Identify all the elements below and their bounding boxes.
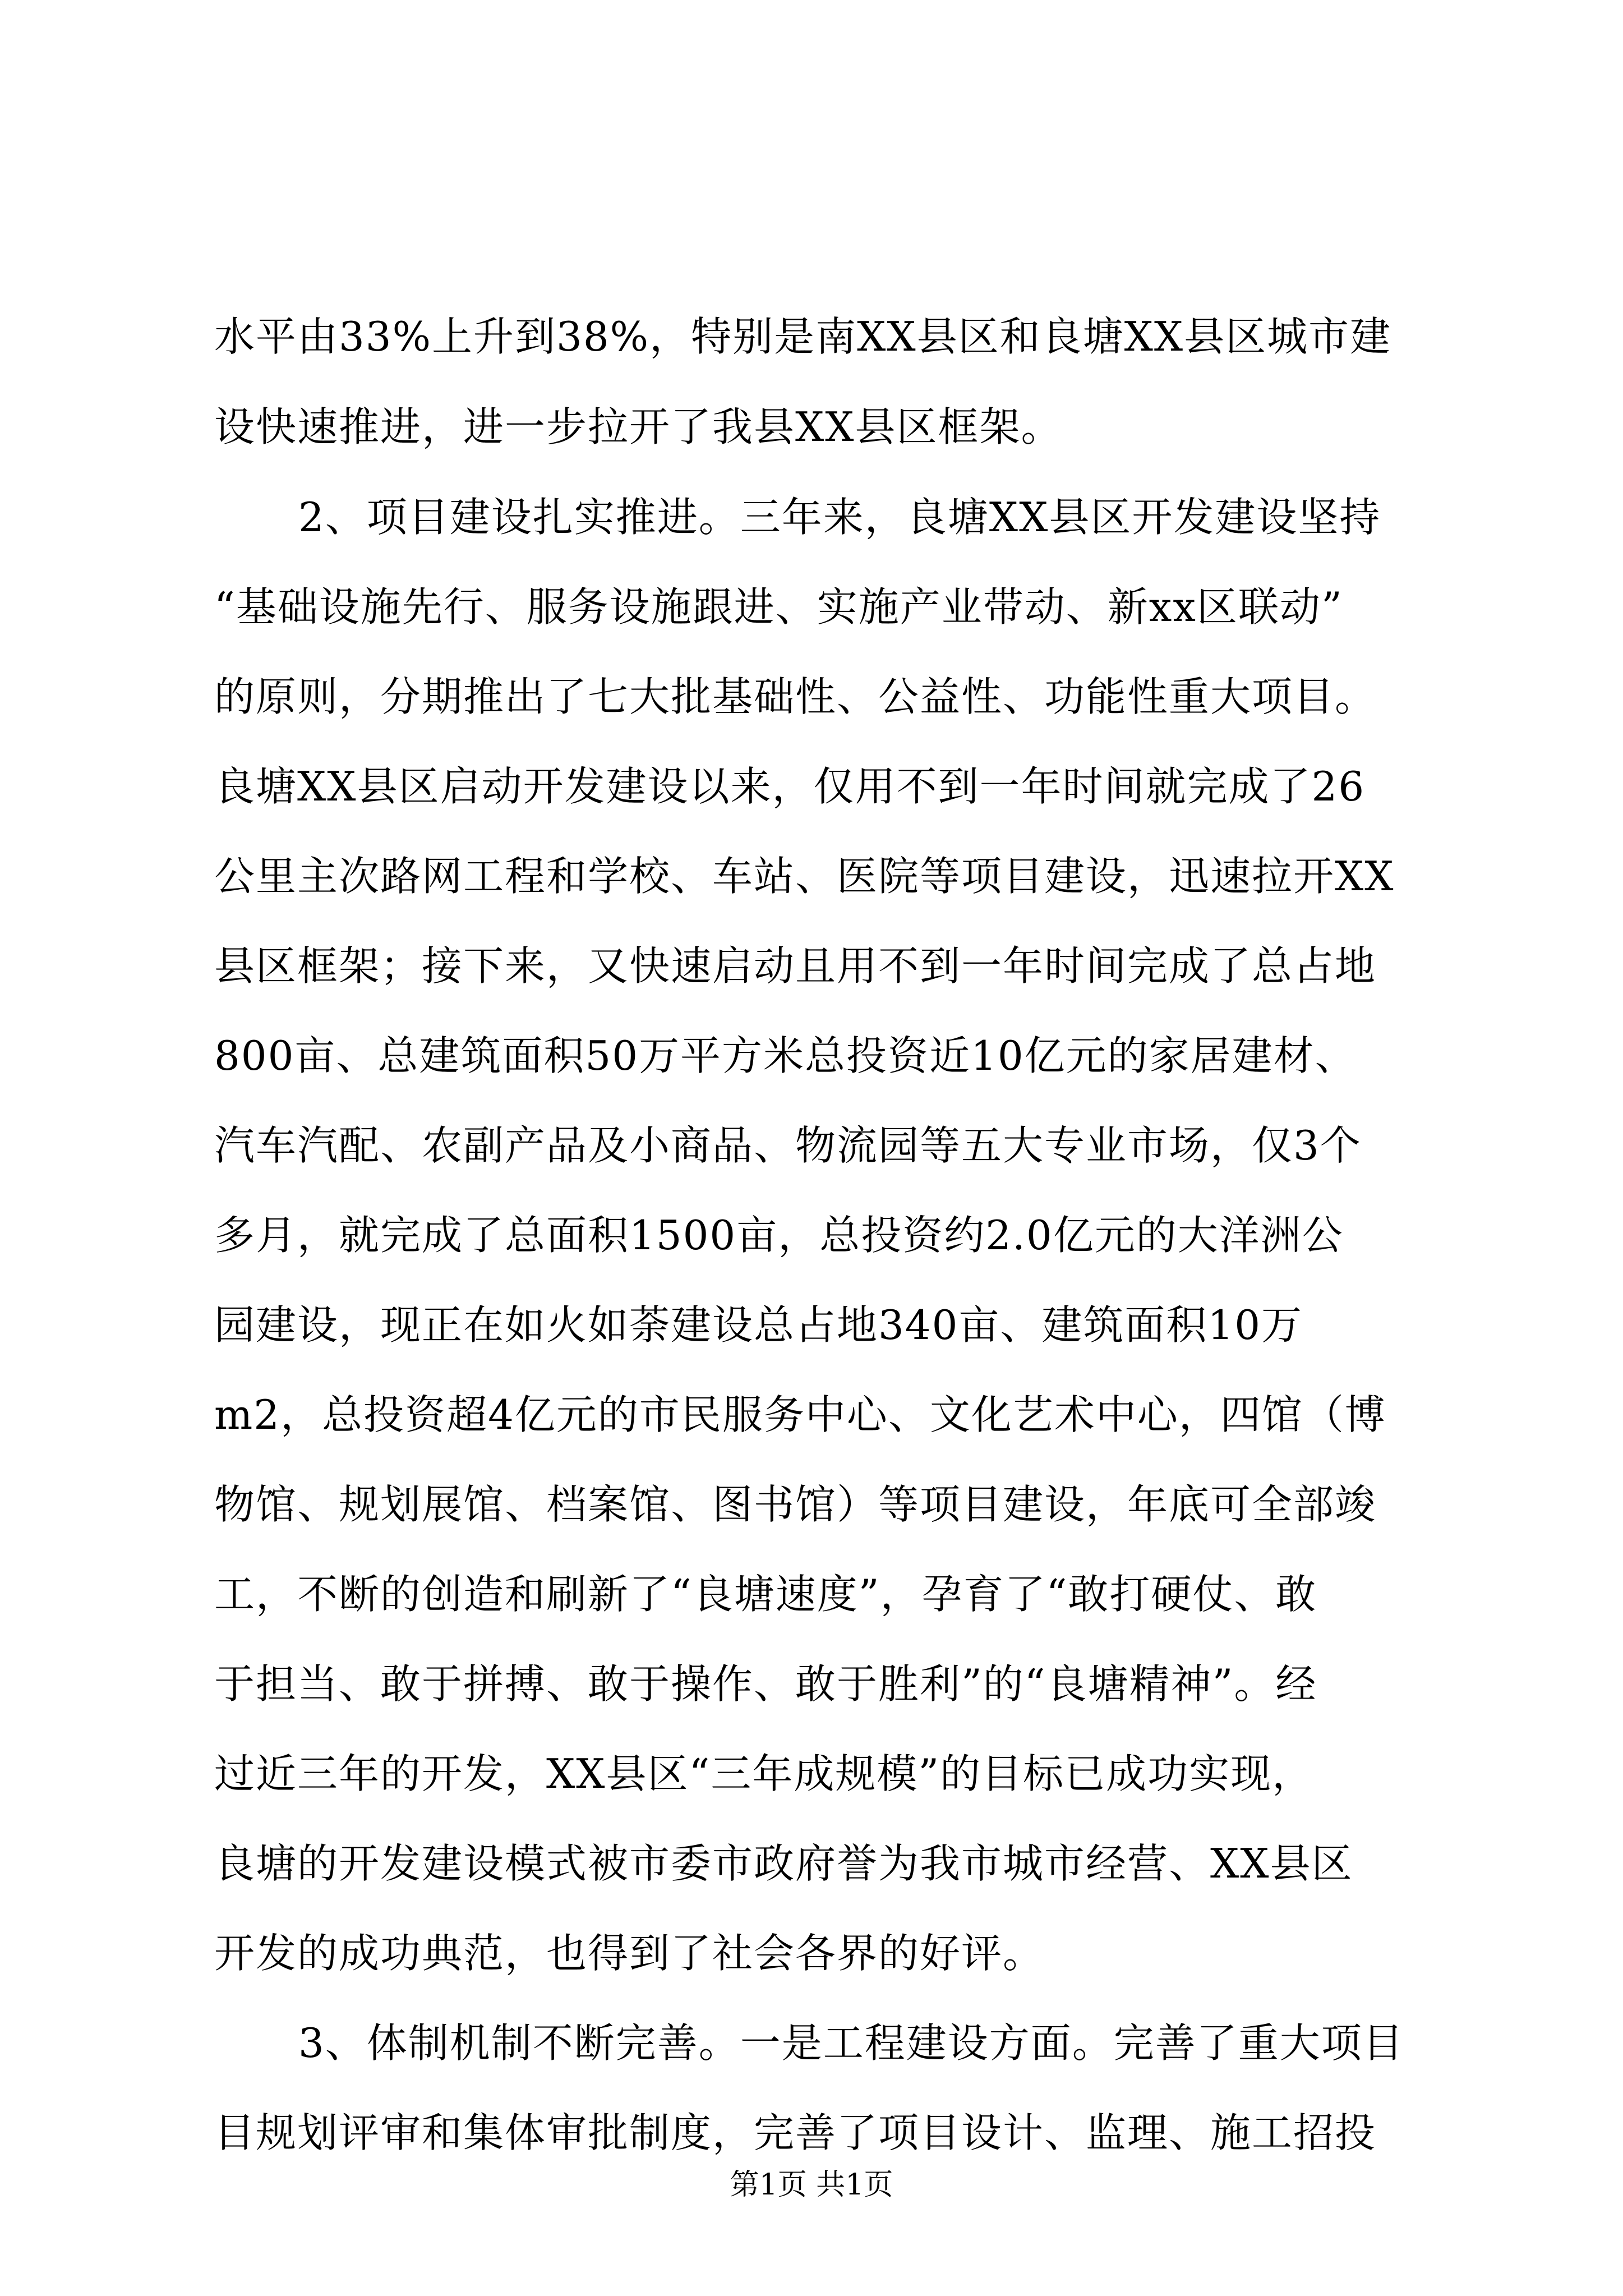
page-footer: 第1页 共1页	[730, 2168, 893, 2202]
text-line: 设快速推进，进一步拉开了我县XX县区框架。	[214, 403, 1063, 450]
text-line: 开发的成功典范，也得到了社会各界的好评。	[214, 1930, 1045, 1977]
text-line: 物馆、规划展馆、档案馆、图书馆）等项目建设，年底可全部竣	[214, 1481, 1377, 1528]
text-line: 于担当、敢于拼搏、敢于操作、敢于胜利”的“良塘精神”。经	[214, 1660, 1317, 1708]
text-line: 水平由33%上升到38%，特别是南XX县区和良塘XX县区城市建	[214, 313, 1392, 360]
text-line: 工，不断的创造和刷新了“良塘速度”，孕育了“敢打硬仗、敢	[214, 1571, 1317, 1618]
text-line: 公里主次路网工程和学校、车站、医院等项目建设，迅速拉开XX	[214, 853, 1395, 900]
text-line: m2，总投资超4亿元的市民服务中心、文化艺术中心，四馆（博	[214, 1391, 1386, 1438]
text-line: 的原则，分期推出了七大批基础性、公益性、功能性重大项目。	[214, 673, 1377, 720]
text-line: 汽车汽配、农副产品及小商品、物流园等五大专业市场，仅3个	[214, 1122, 1362, 1169]
text-line: 园建设，现正在如火如荼建设总占地340亩、建筑面积10万	[214, 1301, 1303, 1349]
text-line: 多月，就完成了总面积1500亩，总投资约2.0亿元的大洋洲公	[214, 1212, 1344, 1259]
paragraph-start-line: 3、体制机制不断完善。一是工程建设方面。完善了重大项目	[298, 2019, 1404, 2067]
text-line: 良塘XX县区启动开发建设以来，仅用不到一年时间就完成了26	[214, 763, 1366, 810]
text-line: 800亩、总建筑面积50万平方米总投资近10亿元的家居建材、	[214, 1032, 1357, 1079]
paragraph-start-line: 2、项目建设扎实推进。三年来，良塘XX县区开发建设坚持	[298, 494, 1381, 541]
text-line: 过近三年的开发，XX县区“三年成规模”的目标已成功实现，	[214, 1750, 1314, 1797]
text-line: 目规划评审和集体审批制度，完善了项目设计、监理、施工招投	[214, 2109, 1377, 2156]
text-line: “基础设施先行、服务设施跟进、实施产业带动、新xx区联动”	[214, 583, 1343, 631]
text-line: 良塘的开发建设模式被市委市政府誉为我市城市经营、XX县区	[214, 1840, 1353, 1887]
text-line: 县区框架；接下来，又快速启动且用不到一年时间完成了总占地	[214, 942, 1377, 990]
